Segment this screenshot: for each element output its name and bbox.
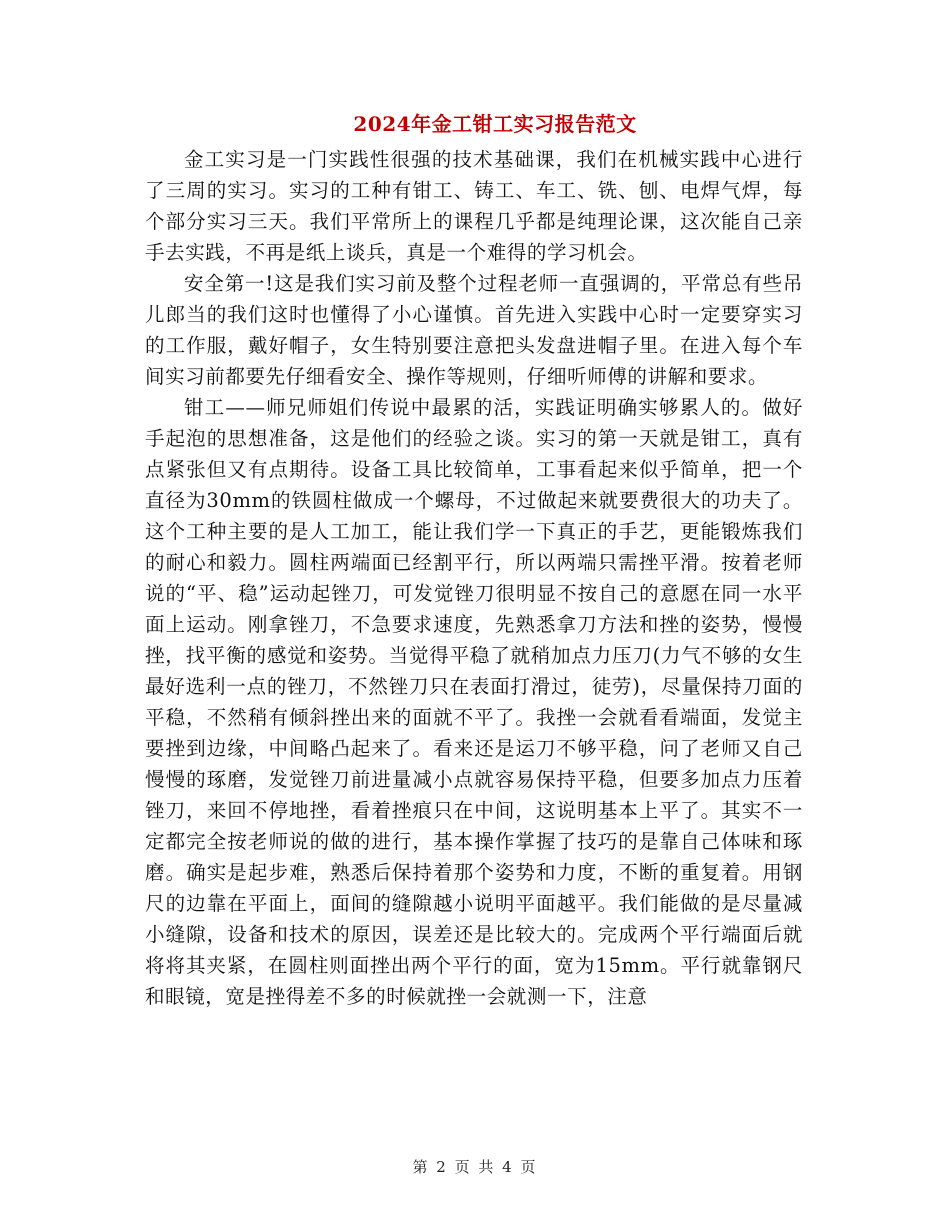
document-title: 2024年金工钳工实习报告范文 (353, 112, 637, 136)
page-number-footer: 第 2 页 共 4 页 (412, 1158, 538, 1176)
paragraph-safety: 安全第一!这是我们实习前及整个过程老师一直强调的，平常总有些吊儿郎当的我们这时也懂得了小心谨慎。首先进入实践中心时一定要穿实习的工作服，戴好帽子，女生特别要注意把头发盘进帽子里。在进入每个车间实习前都要先仔细看安全、操作等规则，仔细听师傅的讲解和要求。 (145, 272, 803, 388)
paragraph-fitter: 钳工——师兄师姐们传说中最累的活，实践证明确实够累人的。做好手起泡的思想准备，这是他们的经验之谈。实习的第一天就是钳工，真有点紧张但又有点期待。设备工具比较简单，工事看起来似乎简单，把一个直径为30mm的铁圆柱做成一个螺母，不过做起来就要费很大的功夫了。这个工种主要的是人工加工，能让我们学一下真正的手艺，更能锻炼我们的耐心和毅力。圆柱两端面已经割平行，所以两端只需挫平滑。按着老师说的“平、稳”运动起锉刀，可发觉锉刀很明显不按自己的意愿在同一水平面上运动。刚拿锉刀，不急要求速度，先熟悉拿刀方法和挫的姿势，慢慢挫，找平衡的感觉和姿势。当觉得平稳了就稍加点力压刀(力气不够的女生最好选利一点的锉刀，不然锉刀只在表面打滑过，徒劳)，尽量保持刀面的平稳，不然稍有倾斜挫出来的面就不平了。我挫一会就看看端面，发觉主要挫到边缘，中间略凸起来了。看来还是运刀不够平稳，问了老师又自己慢慢的琢磨，发觉锉刀前进量减小点就容易保持平稳，但要多加点力压着锉刀，来回不停地挫，看着挫痕只在中间，这说明基本上平了。其实不一定都完全按老师说的做的进行，基本操作掌握了技巧的是靠自己体味和琢磨。确实是起步难，熟悉后保持着那个姿势和力度，不断的重复着。用钢尺的边靠在平面上，面间的缝隙越小说明平面越平。我们能做的是尽量减小缝隙，设备和技术的原因，误差还是比较大的。完成两个平行端面后就将将其夹紧，在圆柱则面挫出两个平行的面，宽为15mm。平行就靠钢尺和眼镜，宽是挫得差不多的时候就挫一会就测一下，注意 (145, 396, 803, 1008)
paragraph-intro: 金工实习是一门实践性很强的技术基础课，我们在机械实践中心进行了三周的实习。实习的工种有钳工、铸工、车工、铣、刨、电焊气焊，每个部分实习三天。我们平常所上的课程几乎都是纯理论课，这次能自己亲手去实践，不再是纸上谈兵，真是一个难得的学习机会。 (145, 148, 803, 264)
document-body (145, 144, 803, 1012)
